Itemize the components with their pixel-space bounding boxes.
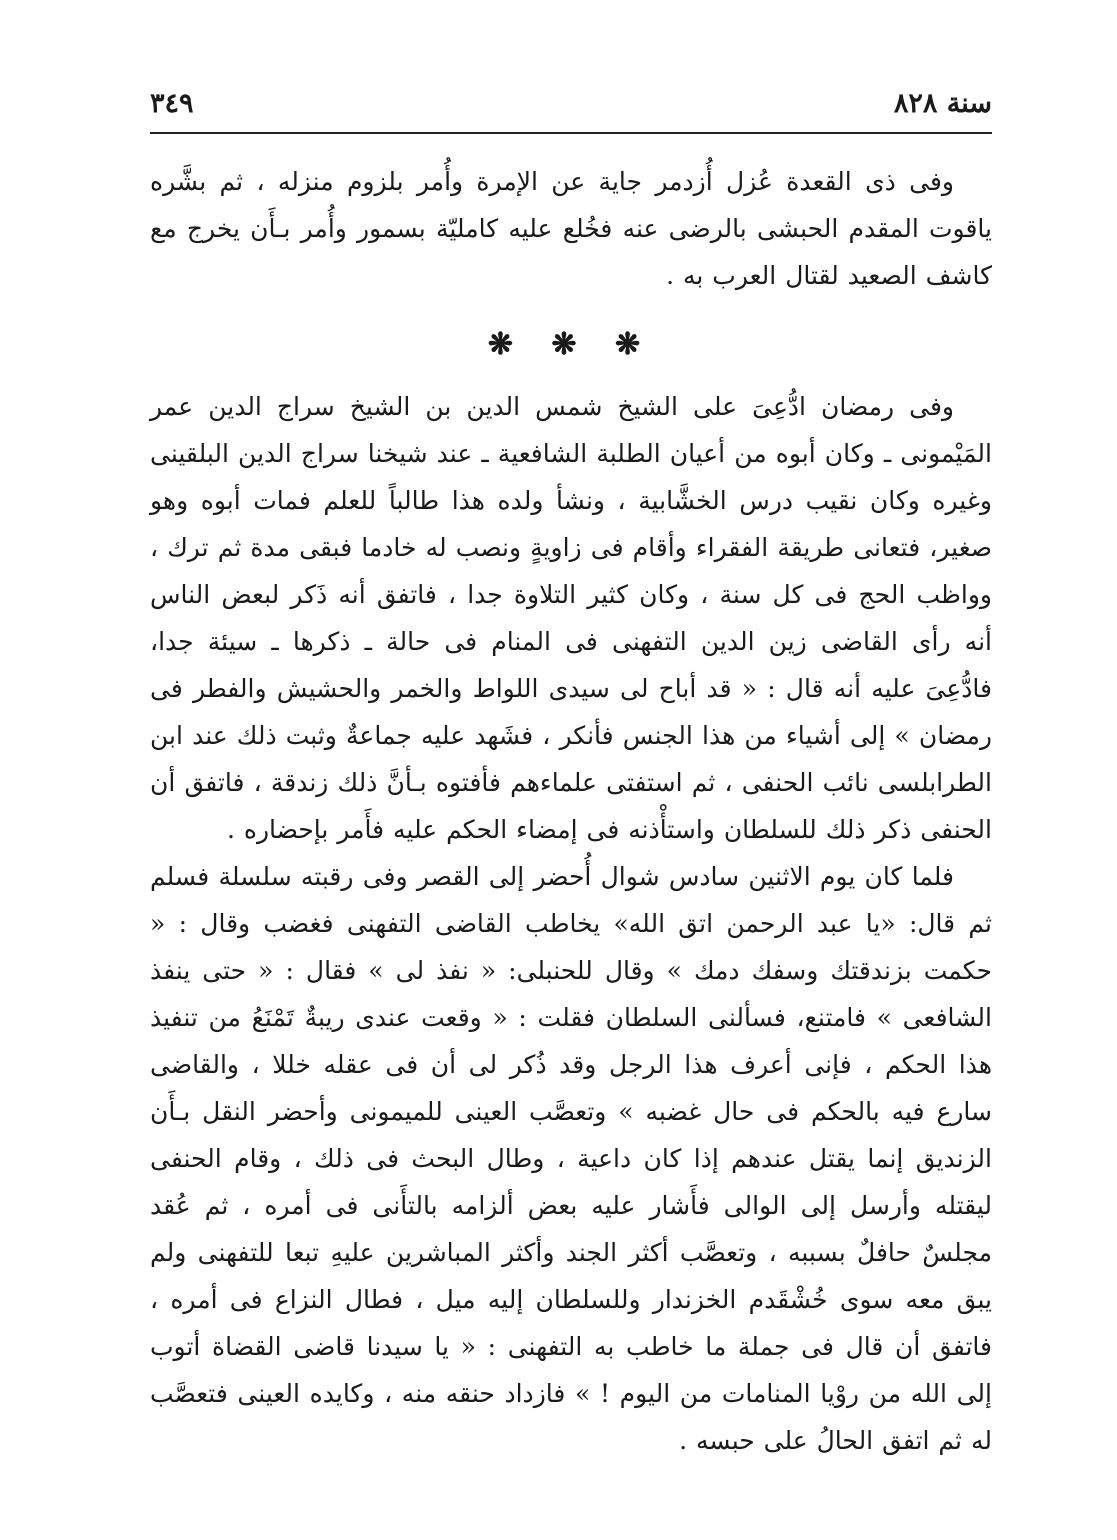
page-number: ٣٤٩ [150, 88, 194, 119]
page [150, 88, 992, 1464]
paragraph-2: وفى رمضان ادُّعِىَ على الشيخ شمس الدين بن الشيخ سراج الدين عمر المَيْمونى ـ وكان أبوه من أعيان الطلبة الشافعية ـ عند شيخنا سراج الدين البلقينى وغيره وكان نقيب درس الخشَّابية ، ونشأ ولده هذا طالباً للعلم فمات أبوه وهو صغير، فتعانى طريقة الفقراء وأقام فى زاويةٍ ونصب له خادما فبقى مدة ثم ترك ، وواظب الحج فى كل سنة ، وكان كثير التلاوة جدا ، فاتفق أنه ذَكر لبعض الناس أنه رأى القاضى زين الدين التفهنى فى المنام فى حالة ـ ذكرها ـ سيئة جدا، فادُّعِىَ عليه أنه قال : « قد أباح لى سيدى اللواط والخمر والحشيش والفطر فى رمضان » إلى أشياء من هذا الجنس فأنكر ، فشَهد عليه جماعةٌ وثبت ذلك عند ابن الطرابلسى نائب الحنفى ، ثم استفتى علماءهم فأفتوه بـأنَّ ذلك زندقة ، فاتفق أن الحنفى ذكر ذلك للسلطان واستأْذنه فى إمضاء الحكم عليه فأَمر بإحضاره . [150, 392, 992, 844]
paragraph-3: فلما كان يوم الاثنين سادس شوال أُحضر إلى القصر وفى رقبته سلسلة فسلم ثم قال: «يا عبد الرحمن اتق الله» يخاطب القاضى التفهنى فغضب وقال : « حكمت بزندقتك وسفك دمك » وقال للحنبلى: « نفذ لى » فقال : « حتى ينفذ الشافعى » فامتنع، فسألنى السلطان فقلت : « وقعت عندى ريبةٌ تَمْنَعُ من تنفيذ هذا الحكم ، فإنى أعرف هذا الرجل وقد ذُكر لى أن فى عقله خللا ، والقاضى سارع فيه بالحكم فى حال غضبه » وتعصَّب العينى للميمونى وأحضر النقل بـأَن الزنديق إنما يقتل عندهم إذا كان داعية ، وطال البحث فى ذلك ، وقام الحنفى ليقتله وأرسل إلى الوالى فأَشار عليه بعض ألزامه بالتأَنى فى أمره ، ثم عُقد مجلسٌ حافلٌ بسببه ، وتعصَّب أكثر الجند وأكثر المباشرين عليهِ تبعا للتفهنى ولم يبق معه سوى خُشْقَدم الخزندار وللسلطان إليه ميل ، فطال النزاع فى أمره ، فاتفق أن قال فى جملة ما خاطب به التفهنى : « يا سيدنا قاضى القضاة أتوب إلى الله من روْيا المنامات من اليوم ! » فازداد حنقه منه ، وكايده العينى فتعصَّب له ثم اتفق الحالُ على حبسه . [150, 862, 992, 1455]
paragraph-1: وفى ذى القعدة عُزل أُزدمر جاية عن الإمرة وأُمر بلزوم منزله ، ثم بشَّره ياقوت المقدم الحبشى بالرضى عنه فخُلع عليه كامليّة بسمور وأُمر بـأَن يخرج مع كاشف الصعيد لقتال العرب به . [150, 167, 992, 290]
section-separator: ❋ ❋ ❋ [487, 327, 655, 362]
header-year: سنة ٨٢٨ [893, 88, 992, 119]
header-rule [150, 132, 992, 134]
running-header [150, 88, 992, 132]
